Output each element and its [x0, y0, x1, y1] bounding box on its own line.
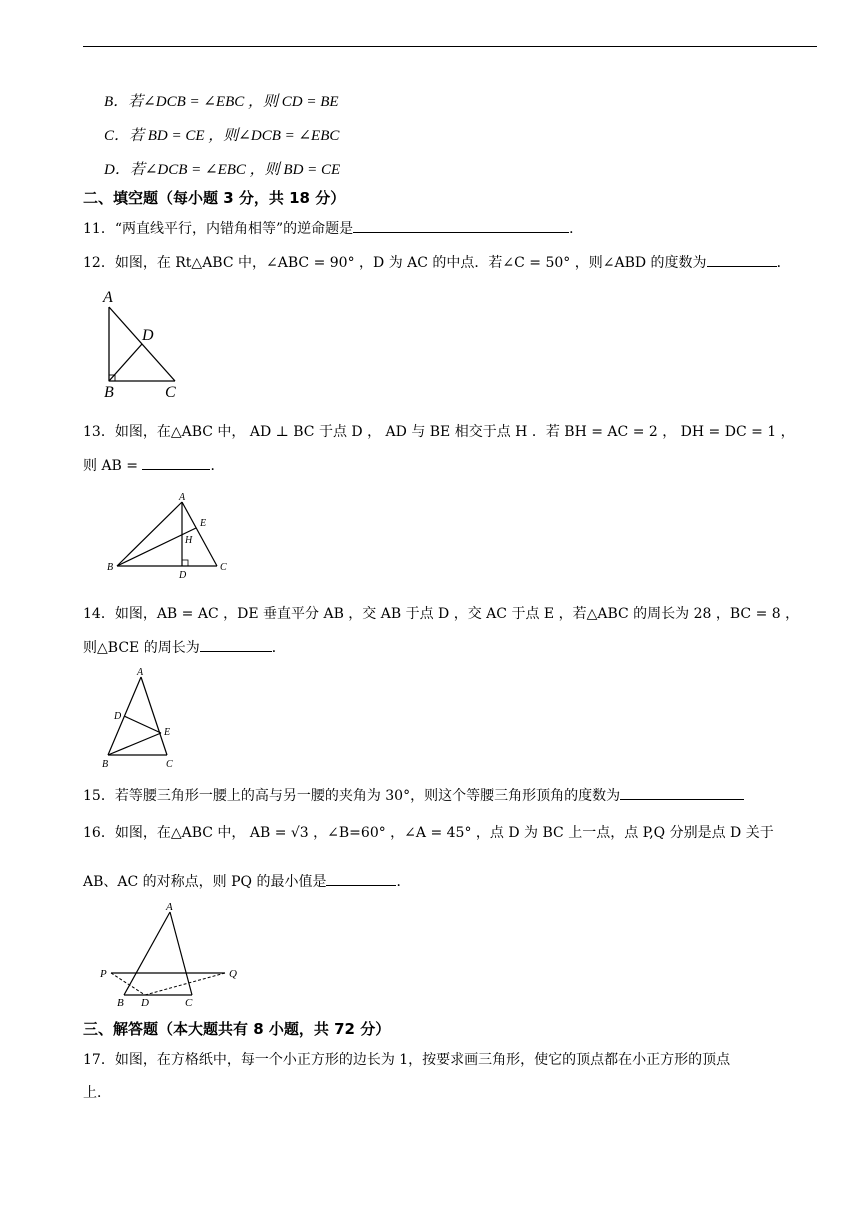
segment-pd: [111, 973, 145, 995]
question-12-end: ．: [776, 255, 791, 271]
question-11: [83, 218, 583, 238]
question-13: [83, 421, 795, 441]
segment-dq: [145, 973, 225, 995]
question-13-end: ．: [210, 458, 225, 474]
section-2-heading: 二、填空题（每小题 3 分，共 18 分）: [83, 189, 346, 207]
question-15-text: 15．若等腰三角形一腰上的高与另一腰的夹角为 30°，则这个等腰三角形顶角的度数为: [83, 788, 621, 804]
label-p: P: [100, 968, 107, 980]
answer-blank[interactable]: [707, 252, 777, 267]
question-14: [83, 603, 799, 623]
question-17: [83, 1049, 730, 1069]
label-d: D: [179, 570, 187, 581]
question-16-text2: AB、AC 的对称点，则 PQ 的最小值是: [83, 874, 327, 890]
segment-ac: [182, 502, 217, 566]
label-b: B: [102, 759, 109, 770]
option-b: B．若∠DCB = ∠EBC ，则 CD = BE: [104, 94, 339, 110]
answer-blank[interactable]: [620, 785, 744, 800]
question-12: [83, 252, 791, 272]
label-b: B: [104, 384, 114, 400]
segment-ac: [141, 677, 167, 755]
question-17-line2: [83, 1082, 111, 1102]
answer-blank[interactable]: [326, 871, 396, 886]
question-14-text2: 则△BCE 的周长为: [83, 640, 200, 656]
segment-ab: [117, 502, 182, 566]
figure-q12: [95, 285, 195, 400]
label-c: C: [220, 562, 227, 573]
label-c: C: [185, 997, 193, 1009]
option-c: C．若 BD = CE ，则∠DCB = ∠EBC: [104, 128, 340, 144]
question-16: [83, 822, 774, 842]
question-17-text2: 上．: [83, 1085, 111, 1101]
question-16-line2: [83, 871, 410, 891]
label-e: E: [200, 518, 207, 529]
label-b: B: [107, 562, 114, 573]
question-14-text: 14．如图，AB = AC ，DE 垂直平分 AB ，交 AB 于点 D ，交 AC 于点 E ，若△ABC 的周长为 28 ，BC = 8 ，: [83, 606, 800, 622]
label-a: A: [179, 492, 186, 503]
figure-q13: [100, 490, 240, 585]
label-d: D: [142, 327, 154, 344]
question-12-text: 12．如图，在 Rt△ABC 中，∠ABC = 90° ，D 为 AC 的中点．若∠C = 50° ，则∠ABD 的度数为: [83, 255, 707, 271]
question-16-end: ．: [396, 874, 411, 890]
label-e: E: [164, 727, 171, 738]
segment-bd: [109, 344, 142, 381]
label-a: A: [166, 901, 173, 913]
question-17-text: 17．如图，在方格纸中，每一个小正方形的边长为 1，按要求画三角形，使它的顶点都在小正方形的顶点: [83, 1052, 731, 1068]
answer-blank[interactable]: [142, 455, 210, 470]
option-d: D．若∠DCB = ∠EBC ，则 BD = CE: [104, 162, 341, 178]
question-13-line2: [83, 455, 224, 475]
question-13-text: 13．如图，在△ABC 中， AD ⊥ BC 于点 D ， AD 与 BE 相交于点 H ．若 BH = AC = 2 ， DH = DC = 1 ，: [83, 424, 795, 440]
answer-blank[interactable]: [353, 218, 569, 233]
right-angle-mark: [182, 560, 188, 566]
question-14-line2: [83, 637, 286, 657]
segment-ab: [124, 912, 170, 995]
question-11-text: 11．“两直线平行，内错角相等”的逆命题是: [83, 221, 354, 237]
label-a: A: [103, 289, 113, 306]
label-d: D: [114, 711, 122, 722]
figure-q14: [95, 665, 195, 770]
label-d: D: [141, 997, 149, 1009]
question-15: [83, 785, 744, 805]
label-q: Q: [229, 968, 237, 980]
label-h: H: [185, 535, 193, 546]
question-11-end: ．: [569, 221, 584, 237]
question-16-text: 16．如图，在△ABC 中， AB = √3 ，∠B=60° ，∠A = 45° ，点 D 为 BC 上一点，点 P,Q 分别是点 D 关于: [83, 825, 774, 841]
question-14-end: ．: [271, 640, 286, 656]
header-rule: [83, 46, 817, 47]
answer-blank[interactable]: [200, 637, 272, 652]
figure-q16: [95, 900, 255, 1012]
label-b: B: [117, 997, 124, 1009]
label-a: A: [137, 667, 144, 678]
label-c: C: [166, 759, 173, 770]
question-13-text2: 则 AB =: [83, 458, 139, 474]
section-3-heading: 三、解答题（本大题共有 8 小题，共 72 分）: [83, 1020, 391, 1038]
label-c: C: [165, 384, 176, 400]
